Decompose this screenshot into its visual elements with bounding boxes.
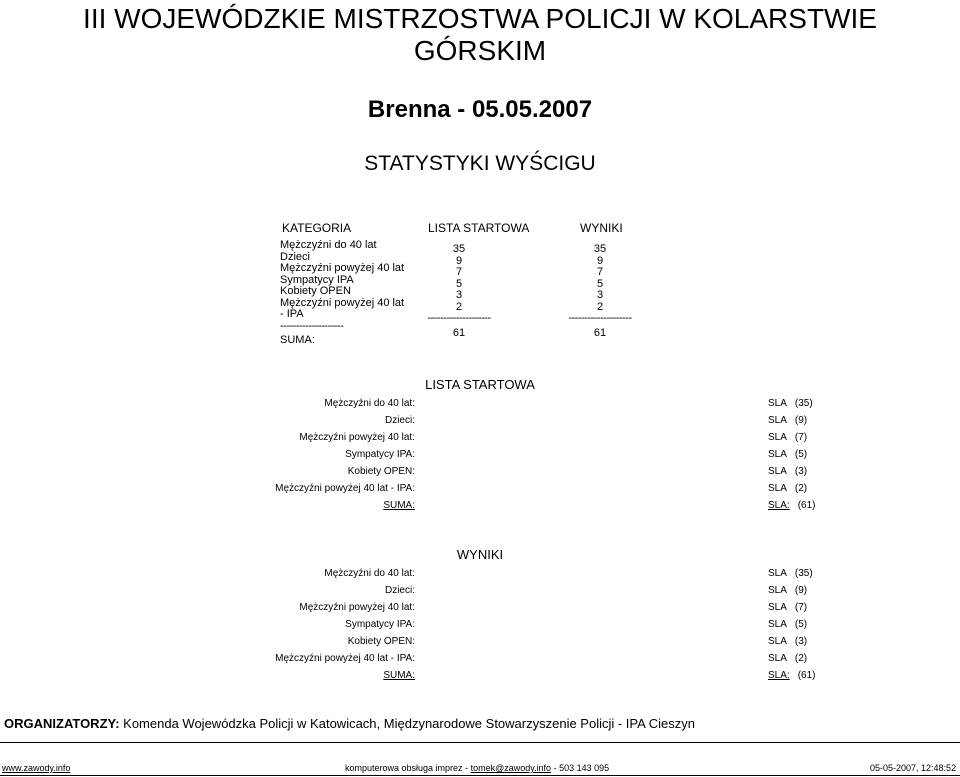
row-value [768, 653, 807, 664]
venue-date: Brenna - 05.05.2007 [367, 96, 593, 123]
row-value [768, 585, 807, 596]
organizers-label: ORGANIZATORZY: [4, 716, 120, 731]
wyniki-value: 5 [596, 277, 604, 290]
row-code: SLA [768, 636, 787, 647]
row-name: Mężczyźni powyżej 40 lat: [299, 602, 415, 613]
title-line-2: GÓRSKIM [413, 35, 547, 66]
row-code: SLA [768, 568, 787, 579]
suma-label: SUMA: [383, 670, 415, 681]
row-code: SLA [768, 483, 787, 494]
suma-value [768, 500, 815, 511]
row-code: SLA [768, 653, 787, 664]
wyniki-separator: -------------------- [568, 312, 632, 324]
row-count: (3) [794, 466, 808, 477]
lista-value: 35 [452, 243, 466, 255]
row-name: Dzieci: [384, 585, 415, 596]
wyniki-value: 9 [596, 254, 604, 267]
lista-value: 3 [455, 289, 463, 301]
row-code: SLA [768, 619, 787, 630]
lista-value: 5 [455, 277, 463, 290]
suma-value [768, 670, 815, 681]
row-value [768, 432, 807, 443]
lista-total: 61 [452, 326, 466, 339]
category-list [280, 240, 410, 347]
suma-count: (61) [797, 500, 816, 511]
category-item: Mężczyźni powyżej 40 lat - IPA [280, 296, 405, 320]
category-item: Mężczyźni do 40 lat [280, 239, 377, 251]
row-count: (7) [794, 602, 808, 613]
row-code: SLA [768, 466, 787, 477]
organizers-text: Komenda Wojewódzka Policji w Katowicach, Międzynarodowe Stowarzyszenie Policji - IPA Cieszyn [119, 716, 695, 731]
row-name: Mężczyźni do 40 lat: [324, 398, 415, 409]
footer-service-prefix: komputerowa obsługa imprez - [345, 763, 471, 773]
row-code: SLA [768, 449, 787, 460]
stats-title: STATYSTYKI WYŚCIGU [364, 152, 596, 175]
wyniki-value: 3 [596, 289, 604, 301]
row-name: Mężczyźni powyżej 40 lat - IPA: [275, 483, 415, 494]
row-name: Mężczyźni do 40 lat: [324, 568, 415, 579]
divider-top [0, 742, 960, 743]
wyniki-values [555, 244, 645, 339]
row-count: (2) [794, 653, 808, 664]
wyniki-section-title: WYNIKI [456, 547, 504, 562]
footer-email-link[interactable]: tomek@zawody.info [470, 763, 552, 773]
row-value [768, 602, 807, 613]
wyniki-value: 2 [596, 300, 604, 313]
row-value [768, 636, 807, 647]
row-name: Sympatycy IPA: [345, 449, 415, 460]
row-count: (3) [794, 636, 808, 647]
category-item: Mężczyźni powyżej 40 lat [280, 262, 405, 274]
row-code: SLA [768, 415, 787, 426]
suma-count: (61) [797, 670, 816, 681]
footer-service [345, 763, 609, 773]
row-name: Dzieci: [384, 415, 415, 426]
divider-bottom [0, 775, 960, 776]
category-item: Kobiety OPEN [280, 285, 351, 297]
row-count: (35) [794, 398, 813, 409]
lista-separator: -------------------- [427, 312, 491, 324]
row-value [768, 449, 807, 460]
lista-value: 2 [455, 300, 463, 313]
footer-timestamp: 05-05-2007, 12:48:52 [870, 763, 957, 773]
row-code: SLA [768, 585, 787, 596]
row-name: Kobiety OPEN: [347, 636, 415, 647]
row-name: Sympatycy IPA: [345, 619, 415, 630]
row-value [768, 483, 807, 494]
lista-section-title: LISTA STARTOWA [425, 377, 535, 392]
row-name: Mężczyźni powyżej 40 lat: [299, 432, 415, 443]
category-item: Sympatycy IPA [280, 273, 354, 286]
lista-value: 9 [455, 254, 463, 267]
lista-values [414, 244, 504, 339]
suma-code: SLA: [768, 670, 790, 681]
row-value [768, 568, 813, 579]
category-separator: -------------------- [280, 319, 344, 332]
row-value [768, 415, 807, 426]
wyniki-value: 35 [593, 243, 607, 255]
suma-label: SUMA: [383, 500, 415, 511]
lista-value: 7 [455, 266, 463, 278]
category-suma-label: SUMA: [280, 334, 315, 346]
wyniki-total: 61 [593, 326, 607, 339]
row-code: SLA [768, 602, 787, 613]
col-header-wyniki: WYNIKI [580, 221, 623, 235]
row-count: (5) [794, 619, 808, 630]
row-value [768, 398, 813, 409]
row-value [768, 466, 807, 477]
row-count: (9) [794, 585, 808, 596]
suma-code: SLA: [768, 500, 790, 511]
row-value [768, 619, 807, 630]
row-count: (9) [794, 415, 808, 426]
title-line-1: III WOJEWÓDZKIE MISTRZOSTWA POLICJI W KOLARSTWIE [83, 3, 877, 34]
row-count: (35) [794, 568, 813, 579]
footer-site-link[interactable]: www.zawody.info [2, 763, 71, 773]
col-header-kategoria: KATEGORIA [282, 221, 352, 235]
row-count: (7) [794, 432, 808, 443]
col-header-lista: LISTA STARTOWA [428, 221, 530, 235]
row-count: (5) [794, 449, 808, 460]
wyniki-value: 7 [596, 266, 604, 278]
category-item: Dzieci [280, 250, 310, 263]
row-name: Mężczyźni powyżej 40 lat - IPA: [275, 653, 415, 664]
footer-phone: - 503 143 095 [551, 763, 610, 773]
organizers-line [4, 716, 695, 731]
row-code: SLA [768, 432, 787, 443]
row-count: (2) [794, 483, 808, 494]
row-name: Kobiety OPEN: [347, 466, 415, 477]
row-code: SLA [768, 398, 787, 409]
